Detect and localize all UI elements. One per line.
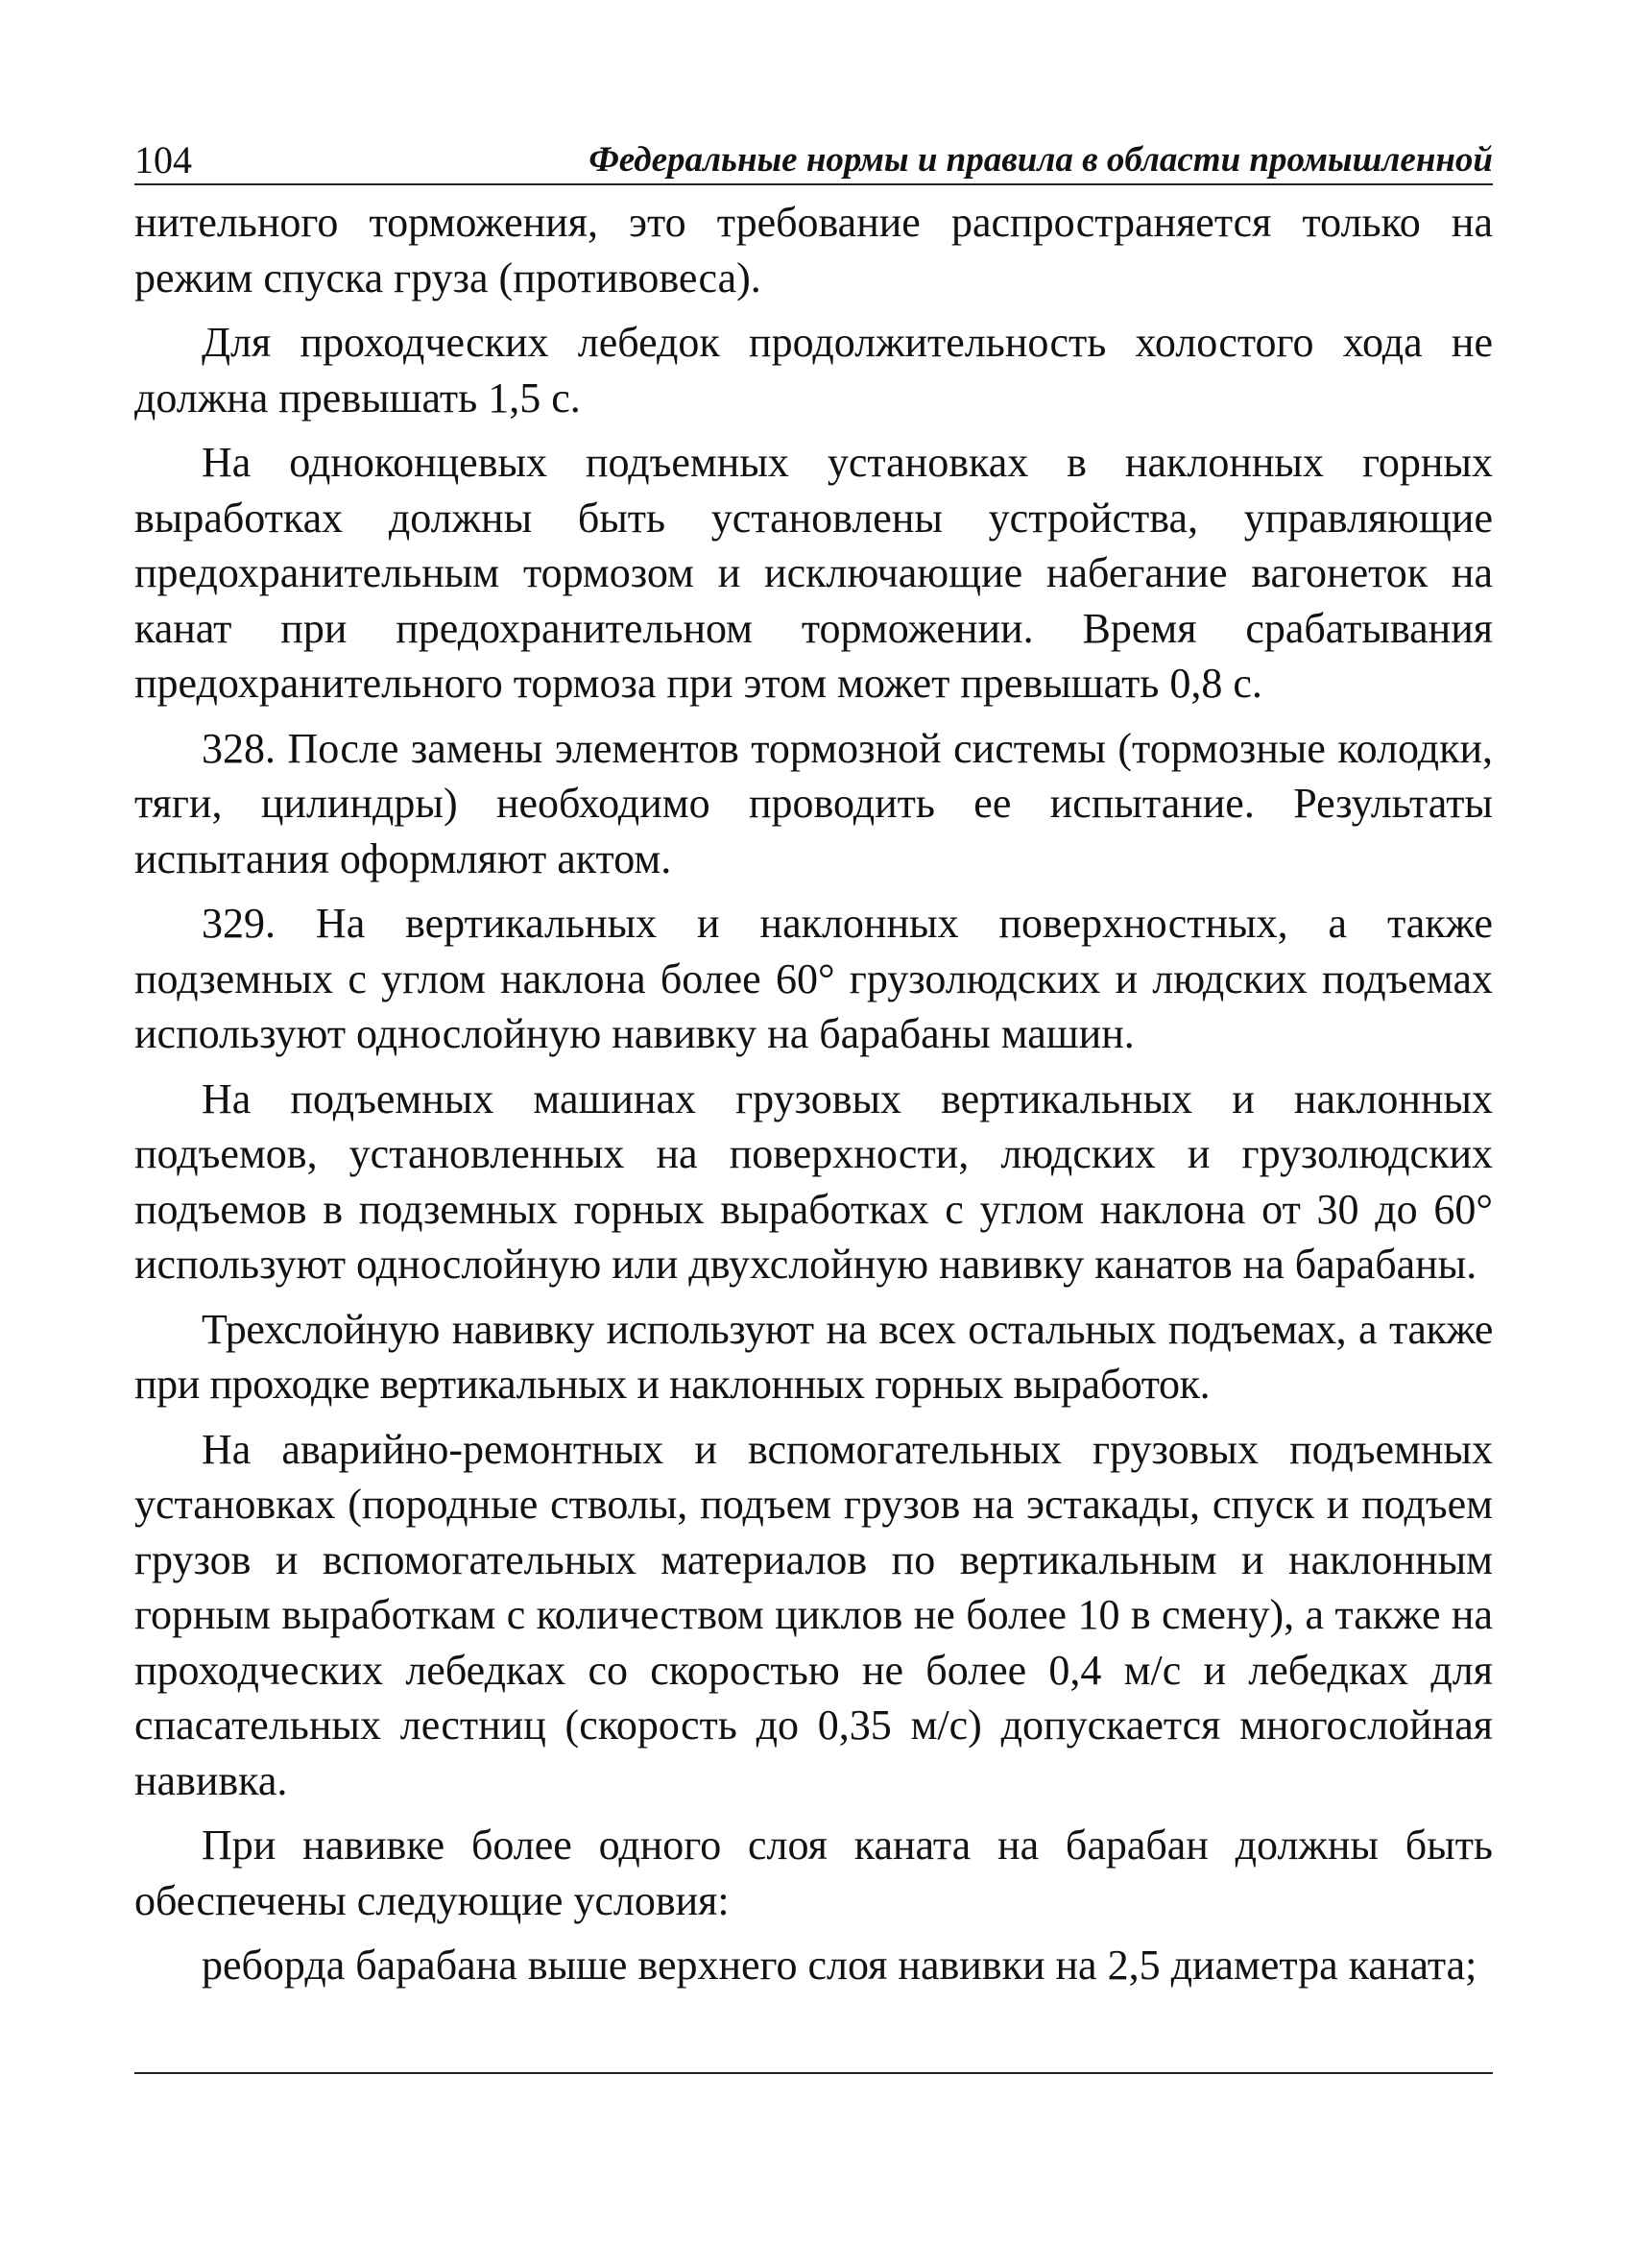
- body-text: [134, 195, 1493, 1993]
- paragraph: На подъемных машинах грузовых вертикальных и наклонных подъемов, установленных на поверхности, людских и грузолюдских подъемов в подземных горных выработках с углом наклона от 30 до 60° используют однослойную или двухслойную навивку канатов на барабаны.: [134, 1074, 1493, 1288]
- document-page: [134, 130, 1493, 2003]
- paragraph: реборда барабана выше верхнего слоя навивки на 2,5 диаметра каната;: [202, 1942, 1477, 1989]
- running-header: [134, 130, 1493, 185]
- paragraph: Трехслойную навивку используют на всех остальных подъемах, а также при проходке вертикальных и наклонных горных выработок.: [134, 1305, 1493, 1408]
- paragraph: На аварийно-ремонтных и вспомогательных грузовых подъемных установках (породные стволы, подъем грузов на эстакады, спуск и подъем грузов и вспомогательных материалов по вертикальным и наклонным горным выработкам с количеством циклов не более 10 в смену), а также на проходческих лебедках со скоростью не более 0,4 м/с и лебедках для спасательных лестниц (скорость до 0,35 м/с) допускается многослойная навивка.: [134, 1425, 1493, 1804]
- paragraph-item-328: 328. После замены элементов тормозной системы (тормозные колодки, тяги, цилиндры) необходимо проводить ее испытание. Результаты испытания оформляют актом.: [134, 724, 1493, 882]
- paragraph-item-329: 329. На вертикальных и наклонных поверхностных, а также подземных с углом наклона более 60° грузолюдских и людских подъемах используют однослойную навивку на барабаны машин.: [134, 900, 1493, 1057]
- running-title: Федеральные нормы и правила в области промышленной: [588, 140, 1493, 180]
- paragraph: При навивке более одного слоя каната на барабан должны быть обеспечены следующие условия:: [134, 1822, 1493, 1924]
- footer-rule: [134, 2072, 1493, 2074]
- paragraph: нительного торможения, это требование распространяется только на режим спуска груза (противовеса).: [134, 199, 1493, 302]
- paragraph: Для проходческих лебедок продолжительность холостого хода не должна превышать 1,5 с.: [134, 319, 1493, 422]
- paragraph: На одноконцевых подъемных установках в наклонных горных выработках должны быть установлены устройства, управляющие предохранительным тормозом и исключающие набегание вагонеток на канат при предохранительном торможении. Время срабатывания предохранительного тормоза при этом может превышать 0,8 с.: [134, 439, 1493, 707]
- page-number: 104: [134, 138, 192, 181]
